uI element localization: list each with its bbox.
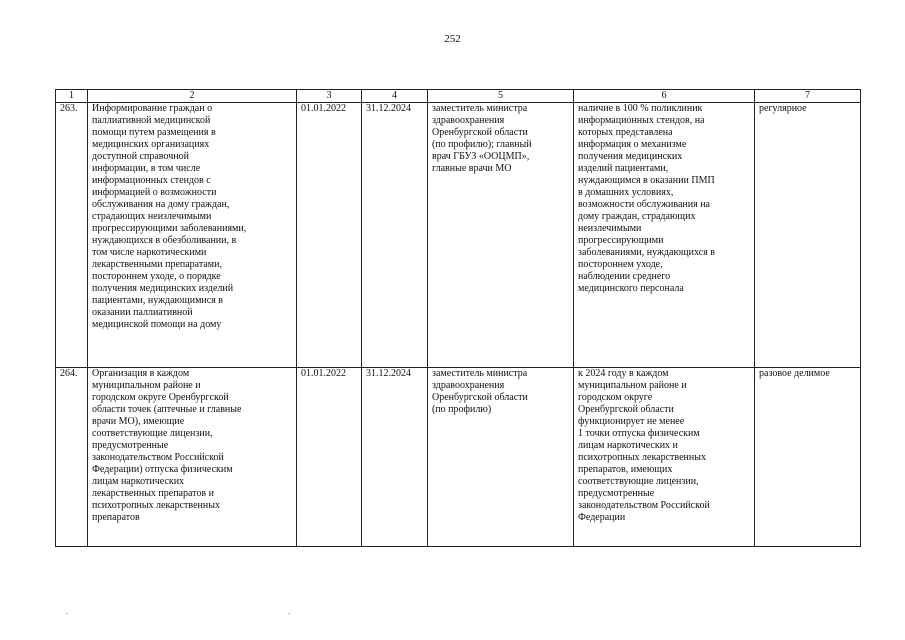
column-header-4: 4 — [362, 90, 428, 103]
responsible-cell: заместитель министра здравоохранения Оренбургской области (по профилю); главный врач ГБУЗ «ООЦМП», главные врачи МО — [428, 103, 574, 368]
row-number-cell: 264. — [56, 368, 88, 547]
column-number-row — [56, 90, 861, 103]
column-header-7: 7 — [755, 90, 861, 103]
column-header-6: 6 — [574, 90, 755, 103]
table-row — [56, 103, 861, 368]
end-date-cell: 31.12.2024 — [362, 103, 428, 368]
responsible-cell: заместитель министра здравоохранения Оренбургской области (по профилю) — [428, 368, 574, 547]
page-number: 252 — [444, 33, 461, 45]
activity-cell: Организация в каждом муниципальном районе и городском округе Оренбургской области точек (аптечные и главные врачи МО), имеющие соответствующие лицензии, предусмотренные законодательством Российской Федерации) отпуска физическим лицам наркотических лекарственных препаратов и психотропных лекарственных препаратов — [88, 368, 297, 547]
table-row — [56, 368, 861, 547]
scan-speck — [66, 613, 68, 614]
scan-speck — [288, 613, 290, 614]
end-date-cell: 31.12.2024 — [362, 368, 428, 547]
row-number-cell: 263. — [56, 103, 88, 368]
column-header-1: 1 — [56, 90, 88, 103]
periodicity-cell: регулярное — [755, 103, 861, 368]
start-date-cell: 01.01.2022 — [297, 368, 362, 547]
start-date-cell: 01.01.2022 — [297, 103, 362, 368]
result-cell: наличие в 100 % поликлиник информационных стендов, на которых представлена информация о механизме получения медицинских изделий пациентами, нуждающимся в оказании ПМП в домашних условиях, возможности обслуживания на дому граждан, страдающих неизлечимыми прогрессирующими заболеваниями, нуждающихся в постороннем уходе, наблюдении среднего медицинского персонала — [574, 103, 755, 368]
column-header-2: 2 — [88, 90, 297, 103]
plan-table — [55, 89, 861, 547]
result-cell: к 2024 году в каждом муниципальном районе и городском округе Оренбургской области функционирует не менее 1 точки отпуска физическим лицам наркотических и психотропных лекарственных препаратов, имеющих соответствующие лицензии, предусмотренные законодательством Российской Федерации — [574, 368, 755, 547]
periodicity-cell: разовое делимое — [755, 368, 861, 547]
column-header-3: 3 — [297, 90, 362, 103]
column-header-5: 5 — [428, 90, 574, 103]
activity-cell: Информирование граждан о паллиативной медицинской помощи путем размещения в медицинских организациях доступной справочной информации, в том числе информационных стендов с информацией о возможности обслуживания на дому граждан, страдающих неизлечимыми прогрессирующими заболеваниями, нуждающихся в обезболивании, в том числе наркотическими лекарственными препаратами, постороннем уходе, о порядке получения медицинских изделий пациентами, нуждающимися в оказании паллиативной медицинской помощи на дому — [88, 103, 297, 368]
